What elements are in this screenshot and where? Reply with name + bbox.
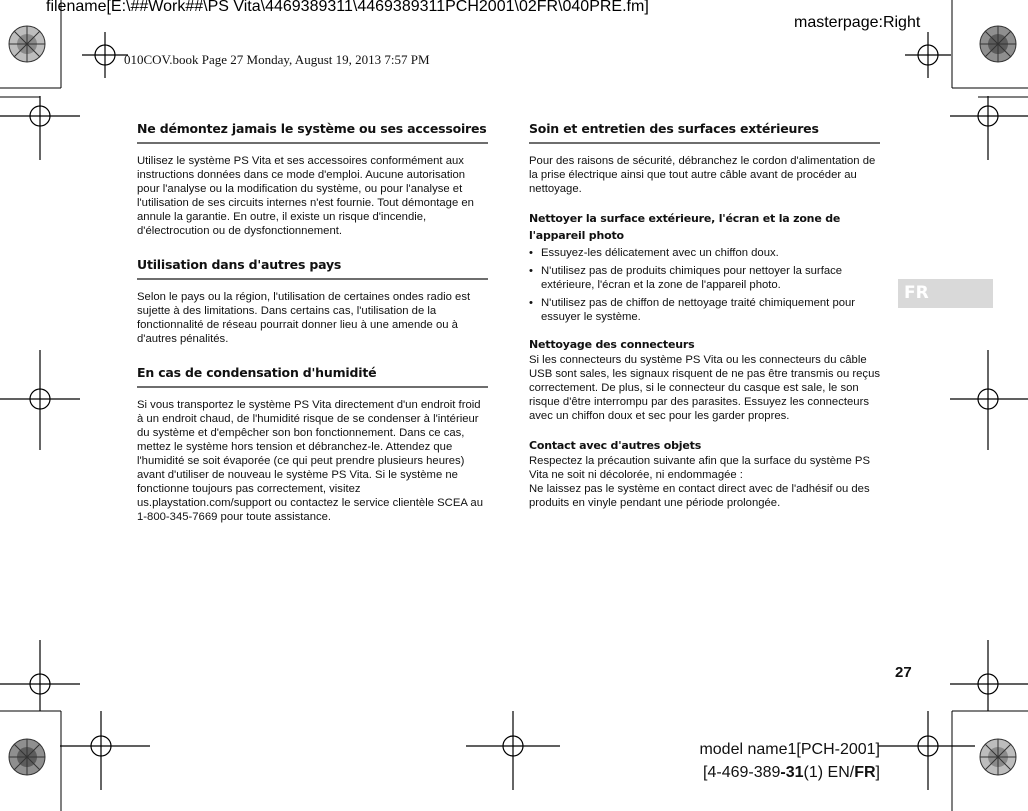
- subsection-title: Nettoyer la surface extérieure, l'écran et la zone de l'appareil photo: [529, 212, 841, 242]
- registration-target-icon: [466, 711, 560, 790]
- right-column: [529, 122, 880, 510]
- subsection-title: Nettoyage des connecteurs: [529, 338, 695, 351]
- registration-target-icon: [82, 32, 128, 78]
- registration-target-icon: [950, 640, 1028, 711]
- list-item: • N'utilisez pas de produits chimiques pour nettoyer la surface extérieure, l'écran et la zone de l'appareil photo.: [529, 264, 880, 292]
- list-item: • Essuyez-les délicatement avec un chiffon doux.: [529, 246, 880, 260]
- registration-target-icon: [0, 640, 80, 711]
- book-info-line: 010COV.book Page 27 Monday, August 19, 2013 7:57 PM: [124, 52, 430, 67]
- color-dial-icon: [980, 26, 1016, 62]
- registration-target-icon: [875, 711, 975, 790]
- subsection-text: Ne laissez pas le système en contact direct avec de l'adhésif ou des produits en vinyle pendant une période prolongée.: [529, 483, 870, 509]
- section-text: Utilisez le système PS Vita et ses accessoires conformément aux instructions données dans ce mode d'emploi. Aucune autorisation pour l'analyse ou la modification du système, ou pour l'analyse et l'utilisation de ses circuits internes n'est fournie. Tout démontage en annule la garantie. En outre, il existe un risque d'incendie, d'électrocution ou de dysfonctionnement.: [137, 155, 474, 237]
- registration-target-icon: [0, 350, 80, 450]
- section-title: Soin et entretien des surfaces extérieures: [529, 122, 880, 144]
- footer-code-suffix: ]: [875, 764, 880, 781]
- footer-code-bold: -31: [780, 764, 804, 781]
- page-number: 27: [895, 664, 912, 681]
- registration-target-icon: [950, 350, 1028, 450]
- subsection-text: Si les connecteurs du système PS Vita ou les connecteurs du câble USB sont sales, les signaux risquent de ne pas être transmis ou reçus correctement. De plus, si le connecteur du casque est sale, le son risque d'être interrompu par des parasites. Essuyez les connecteurs avec un chiffon doux et sec pour les garder propres.: [529, 354, 881, 422]
- footer-code-middle: (1) EN/: [803, 764, 855, 781]
- section-title: En cas de condensation d'humidité: [137, 366, 488, 388]
- section-disassembly: [137, 122, 488, 238]
- color-dial-icon: [9, 26, 45, 62]
- subsection-text: Respectez la précaution suivante afin que la surface du système PS Vita ne soit ni décolorée, ni endommagée :: [529, 455, 870, 481]
- section-text: Selon le pays ou la région, l'utilisation de certaines ondes radio est sujette à des limitations. Dans certains cas, l'utilisation de la fonctionnalité de réseau pourrait donner lieu à une amende ou à d'autres pénalités.: [137, 291, 471, 345]
- cleaning-list: [529, 246, 880, 324]
- subsection-contact: [529, 437, 880, 510]
- section-other-countries: [137, 258, 488, 346]
- masterpage-label: masterpage:Right: [794, 14, 921, 31]
- registration-target-icon: [950, 96, 1028, 160]
- footer-model: model name1[PCH-2001]: [699, 741, 880, 758]
- left-column: [137, 122, 488, 524]
- filename-header: filename[E:\##Work##\PS Vita\4469389311\4469389311PCH2001\02FR\040PRE.fm]: [46, 0, 649, 15]
- footer-code: [703, 764, 880, 782]
- registration-target-icon: [905, 32, 951, 78]
- section-text: Si vous transportez le système PS Vita directement d'un endroit froid à un endroit chaud, de l'humidité risque de se condenser à l'intérieur du système et d'empêcher son bon fonctionnement. Dans ce cas, mettez le système hors tension et débranchez-le. Attendez que l'humidité se soit évaporée (ce qui peut prendre plusieurs heures) avant d'utiliser de nouveau le système PS Vita. Si le système ne fonctionne toujours pas correctement, visitez us.playstation.com/support ou contactez le service clientèle SCEA au 1-800-345-7669 pour toute assistance.: [137, 399, 483, 523]
- section-condensation: [137, 366, 488, 524]
- color-dial-icon: [9, 739, 45, 775]
- subsection-title: Contact avec d'autres objets: [529, 439, 702, 452]
- registration-target-icon: [60, 711, 150, 790]
- color-dial-icon: [980, 739, 1016, 775]
- care-intro: Pour des raisons de sécurité, débranchez le cordon d'alimentation de la prise électrique ainsi que tout autre câble avant de procéder au nettoyage.: [529, 155, 876, 195]
- subsection-cleaning: [529, 210, 880, 324]
- registration-target-icon: [0, 96, 80, 160]
- subsection-connectors: [529, 336, 880, 423]
- section-title: Ne démontez jamais le système ou ses accessoires: [137, 122, 488, 144]
- footer-code-lang: FR: [854, 764, 876, 781]
- language-tab: FR: [898, 279, 993, 308]
- footer-code-prefix: [4-469-389: [703, 764, 781, 781]
- section-title: Utilisation dans d'autres pays: [137, 258, 488, 280]
- list-item: • N'utilisez pas de chiffon de nettoyage traité chimiquement pour essuyer le système.: [529, 296, 880, 324]
